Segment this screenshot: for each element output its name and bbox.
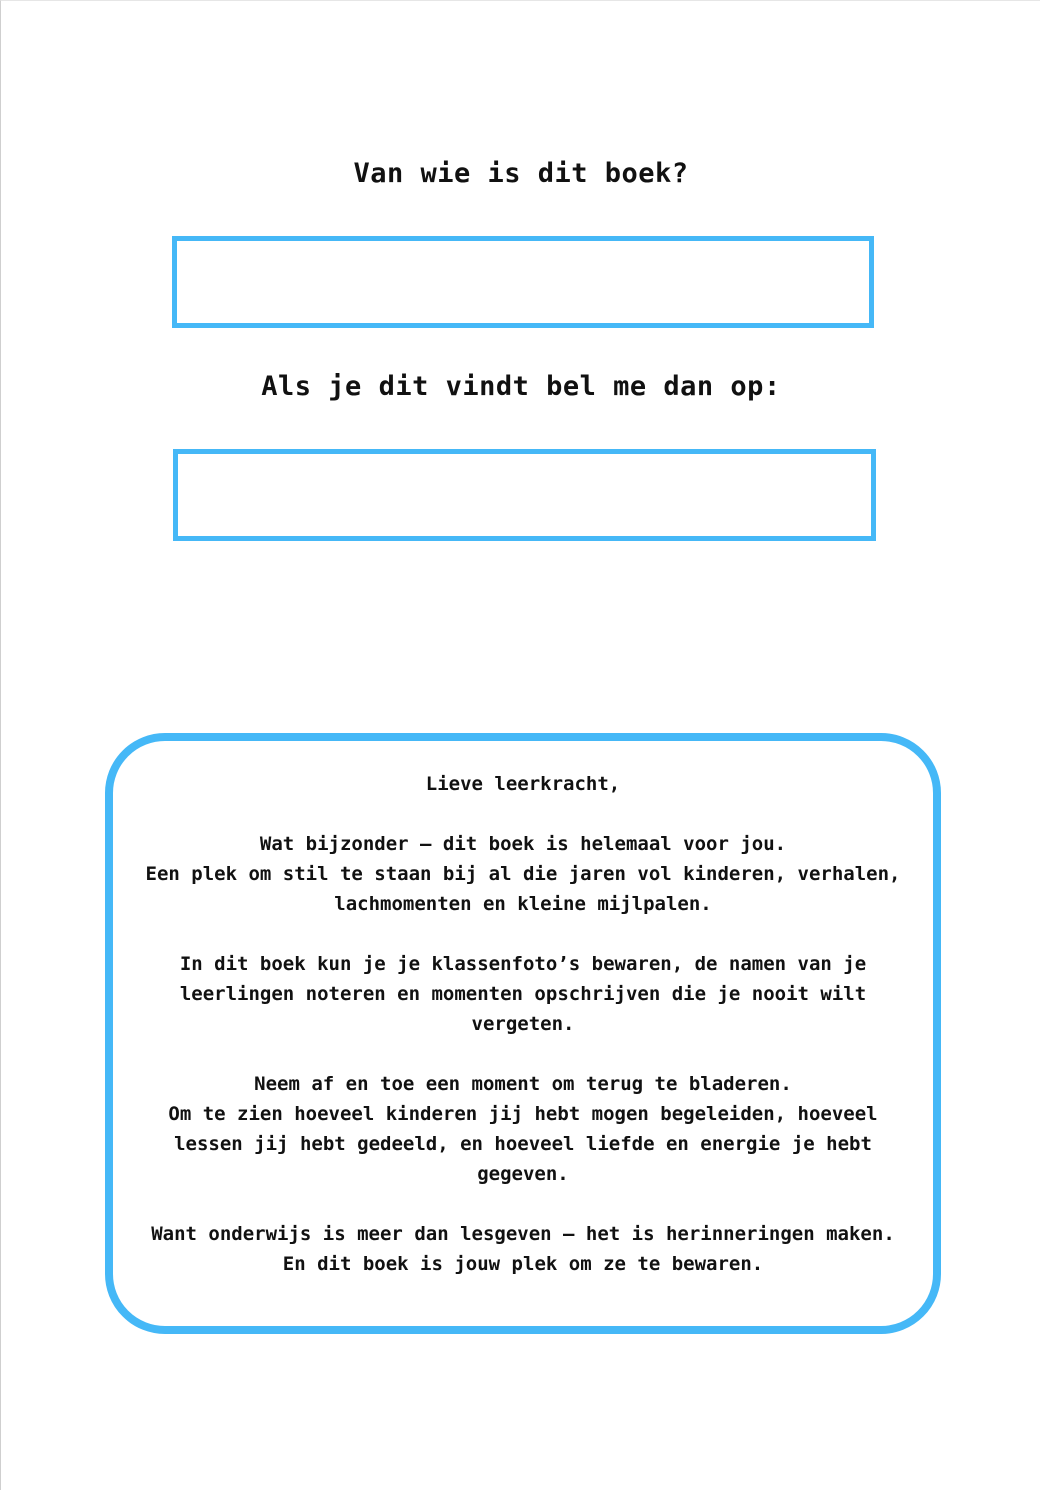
letter-paragraph-3-line-1: Neem af en toe een moment om terug te bladeren. [254, 1073, 792, 1095]
phone-number-field[interactable] [173, 449, 876, 541]
letter-salutation: Lieve leerkracht, [425, 773, 621, 795]
letter-paragraph-1-line-2: Een plek om stil te staan bij al die jaren vol kinderen, verhalen, lachmomenten en kleine mijlpalen. [145, 863, 901, 915]
letter-paragraph-1-line-1: Wat bijzonder – dit boek is helemaal voor jou. [259, 833, 787, 855]
letter-paragraph-3-line-2: Om te zien hoeveel kinderen jij hebt mogen begeleiden, hoeveel lessen jij hebt gedeeld, en hoeveel liefde en energie je hebt gegeven. [168, 1103, 878, 1185]
letter-paragraph-2: In dit boek kun je je klassenfoto’s bewaren, de namen van je leerlingen noteren en momenten opschrijven die je nooit wilt vergeten. [179, 953, 867, 1035]
letter-paragraph-4-line-2: En dit boek is jouw plek om ze te bewaren. [282, 1253, 764, 1275]
owner-question-heading: Van wie is dit boek? [353, 158, 689, 189]
contact-question-heading: Als je dit vindt bel me dan op: [261, 371, 781, 402]
letter-body [130, 769, 916, 1279]
letter-paragraph-4-line-1: Want onderwijs is meer dan lesgeven – het is herinneringen maken. [151, 1223, 895, 1245]
owner-name-field[interactable] [172, 236, 874, 328]
